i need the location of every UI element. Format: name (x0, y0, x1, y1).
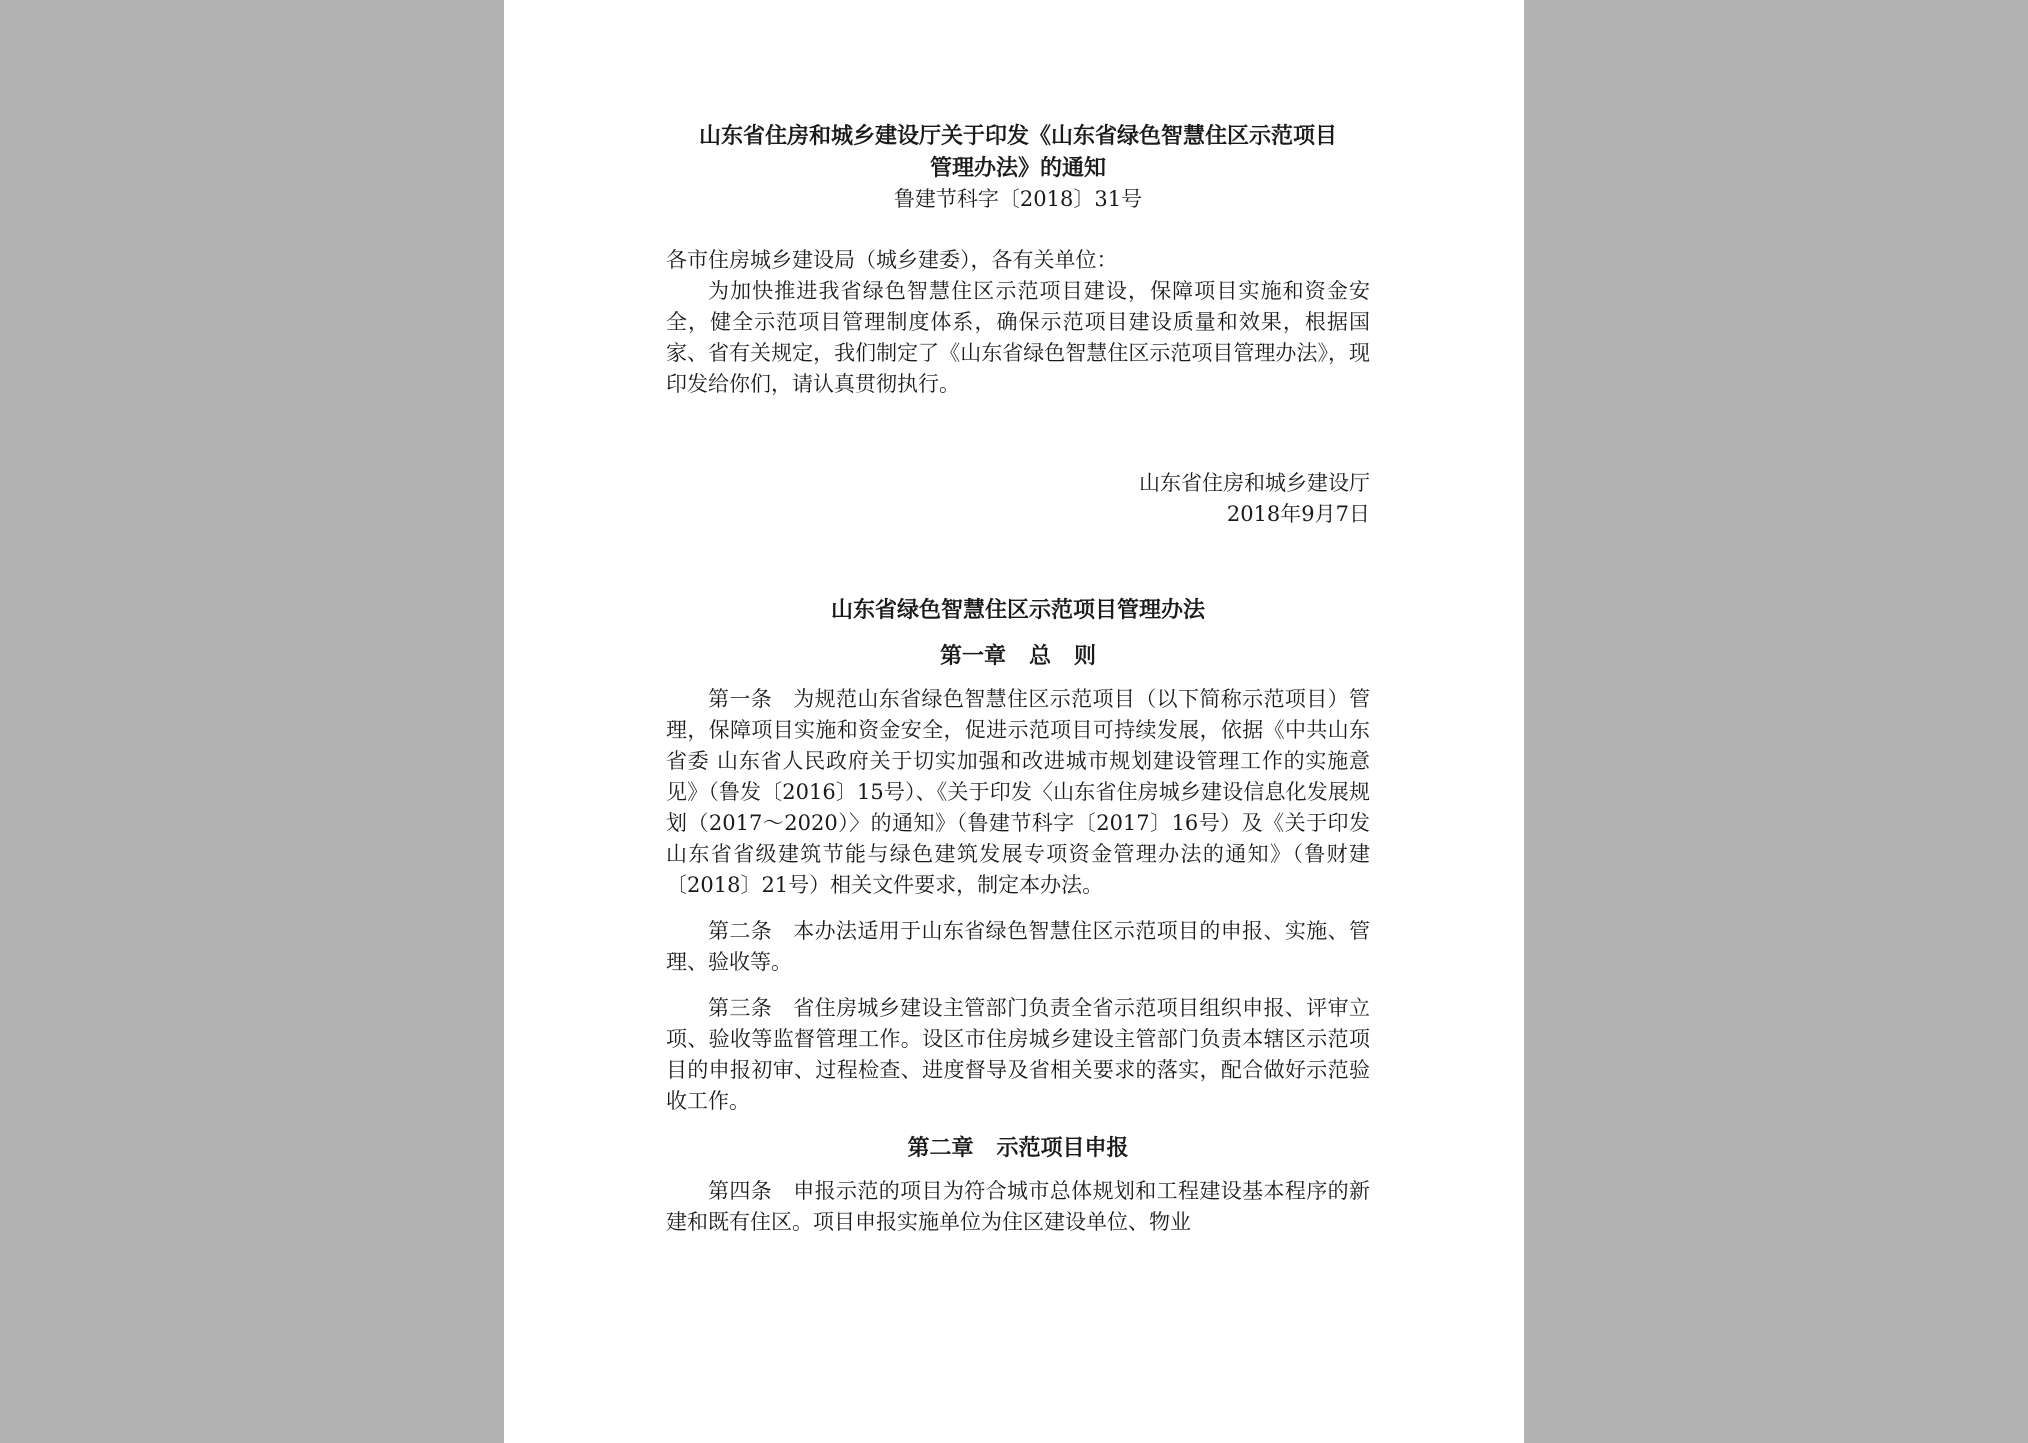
chapter-heading: 第二章 示范项目申报 (907, 1135, 1129, 1161)
measures-title: 山东省绿色智慧住区示范项目管理办法 (830, 597, 1205, 623)
document-content (666, 120, 1370, 1253)
article-number: 第一条 (708, 687, 794, 711)
article-3 (666, 993, 1370, 1117)
article-text: 省住房城乡建设主管部门负责全省示范项目组织申报、评审立项、验收等监督管理工作。设区市住房城乡建设主管部门负责本辖区示范项目的申报初审、过程检查、进度督导及省相关要求的落实，配合做好示范验收工作。 (666, 996, 1371, 1113)
notice-title-line-1: 山东省住房和城乡建设厅关于印发《山东省绿色智慧住区示范项目 (698, 123, 1337, 149)
article-number: 第三条 (708, 996, 794, 1020)
issue-date: 2018年9月7日 (1226, 502, 1370, 526)
signature-block (666, 468, 1370, 530)
article-1 (666, 684, 1370, 901)
chapter-heading: 第一章 总 则 (940, 643, 1096, 669)
notice-title-line-2: 管理办法》的通知 (929, 155, 1106, 181)
document-number: 鲁建节科字〔2018〕31号 (893, 187, 1143, 211)
notice-title (666, 120, 1370, 184)
notice-body: 为加快推进我省绿色智慧住区示范项目建设，保障项目实施和资金安全，健全示范项目管理制度体系，确保示范项目建设质量和效果，根据国家、省有关规定，我们制定了《山东省绿色智慧住区示范项目管理办法》，现印发给你们，请认真贯彻执行。 (666, 279, 1370, 396)
article-text: 本办法适用于山东省绿色智慧住区示范项目的申报、实施、管理、验收等。 (666, 919, 1371, 974)
issuer: 山东省住房和城乡建设厅 (1139, 471, 1370, 495)
article-text: 为规范山东省绿色智慧住区示范项目（以下简称示范项目）管理，保障项目实施和资金安全，促进示范项目可持续发展，依据《中共山东省委 山东省人民政府关于切实加强和改进城市规划建设管理工作的实施意见》（鲁发〔2016〕15号）、《关于印发〈山东省住房城乡建设信息化发展规划（2017～2020）〉的通知》（鲁建节科字〔2017〕16号）及《关于印发山东省省级建筑节能与绿色建筑发展专项资金管理办法的通知》（鲁财建〔2018〕21号）相关文件要求，制定本办法。 (666, 687, 1371, 897)
article-number: 第二条 (708, 919, 794, 943)
article-text: 申报示范的项目为符合城市总体规划和工程建设基本程序的新建和既有住区。项目申报实施单位为住区建设单位、物业 (666, 1179, 1371, 1234)
article-number: 第四条 (708, 1179, 794, 1203)
addressee: 各市住房城乡建设局（城乡建委），各有关单位： (666, 248, 1118, 272)
article-2 (666, 916, 1370, 978)
document-page (504, 0, 1524, 1443)
article-4 (666, 1176, 1370, 1238)
